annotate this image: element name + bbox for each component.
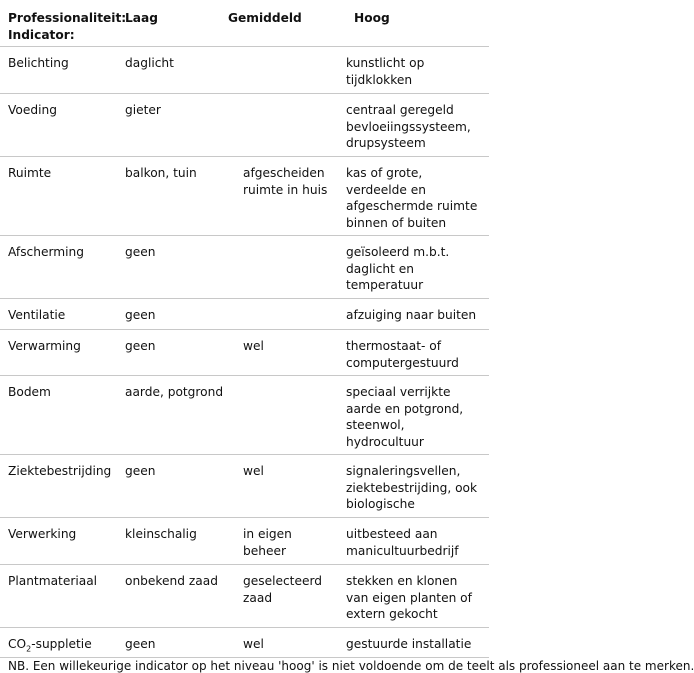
- cell-laag: kleinschalig: [125, 527, 197, 541]
- cell-gemiddeld: wel: [243, 464, 264, 478]
- cell-gemiddeld: wel: [243, 637, 264, 651]
- cell-laag: geen: [125, 637, 156, 651]
- cell-hoog: signaleringsvellen, ziektebestrijding, ook biologische: [346, 464, 478, 511]
- cell-laag: onbekend zaad: [125, 574, 218, 588]
- table-row-voeding: [0, 94, 489, 157]
- cell-hoog: gestuurde installatie: [346, 637, 472, 651]
- table-row-bodem: [0, 376, 489, 455]
- cell-laag: geen: [125, 245, 156, 259]
- cell-indicator: Ventilatie: [8, 308, 66, 322]
- cell-hoog: thermostaat- of computergestuurd: [346, 339, 459, 370]
- cell-hoog: afzuiging naar buiten: [346, 308, 477, 322]
- cell-laag: daglicht: [125, 56, 174, 70]
- cell-indicator: Afscherming: [8, 245, 84, 259]
- cell-indicator: Verwarming: [8, 339, 81, 353]
- co2-prefix: CO: [8, 637, 27, 651]
- cell-indicator: Ziektebestrijding: [8, 464, 112, 478]
- header-hoog: Hoog: [354, 11, 390, 25]
- cell-hoog: speciaal verrijkte aarde en potgrond, steenwol, hydrocultuur: [346, 385, 464, 449]
- cell-indicator: Belichting: [8, 56, 69, 70]
- cell-hoog: kas of grote, verdeelde en afgeschermde ruimte binnen of buiten: [346, 166, 478, 230]
- cell-hoog: stekken en klonen van eigen planten of extern gekocht: [346, 574, 472, 621]
- table-row-ziektebestrijding: [0, 455, 489, 518]
- cell-indicator: Verwerking: [8, 527, 77, 541]
- table-row-ventilatie: [0, 299, 489, 330]
- table-header-row: [0, 0, 489, 47]
- cell-indicator: [8, 636, 120, 653]
- table-row-plantmateriaal: [0, 565, 489, 628]
- cell-hoog: uitbesteed aan manicultuurbedrijf: [346, 527, 459, 558]
- header-laag: Laag: [125, 11, 158, 25]
- cell-hoog: centraal geregeld bevloeiingssysteem, drupsysteem: [346, 103, 471, 150]
- cell-hoog: geïsoleerd m.b.t. daglicht en temperatuur: [346, 245, 450, 292]
- table-row-belichting: [0, 47, 489, 94]
- cell-laag: geen: [125, 464, 156, 478]
- header-indicator: Professionaliteit: Indicator:: [8, 11, 127, 42]
- cell-gemiddeld: geselecteerd zaad: [243, 574, 322, 605]
- co2-subscript: 2: [26, 644, 32, 654]
- footnote: NB. Een willekeurige indicator op het niveau 'hoog' is niet voldoende om de teelt als professioneel aan te merken.: [8, 659, 694, 673]
- cell-laag: geen: [125, 339, 156, 353]
- table-row-ruimte: [0, 157, 489, 236]
- co2-suffix: -suppletie: [31, 637, 92, 651]
- cell-hoog: kunstlicht op tijdklokken: [346, 56, 425, 87]
- cell-laag: balkon, tuin: [125, 166, 197, 180]
- table-row-verwerking: [0, 518, 489, 565]
- cell-indicator: Voeding: [8, 103, 57, 117]
- cell-gemiddeld: afgescheiden ruimte in huis: [243, 166, 328, 197]
- table-row-verwarming: [0, 330, 489, 376]
- cell-indicator: Plantmateriaal: [8, 574, 98, 588]
- cell-indicator: Ruimte: [8, 166, 52, 180]
- header-gemiddeld: Gemiddeld: [228, 11, 302, 25]
- cell-indicator: Bodem: [8, 385, 51, 399]
- table-row-afscherming: [0, 236, 489, 299]
- cell-laag: geen: [125, 308, 156, 322]
- cell-laag: aarde, potgrond: [125, 385, 224, 399]
- cell-laag: gieter: [125, 103, 161, 117]
- cell-gemiddeld: in eigen beheer: [243, 527, 292, 558]
- cell-gemiddeld: wel: [243, 339, 264, 353]
- table-row-co2-suppletie: [0, 628, 489, 658]
